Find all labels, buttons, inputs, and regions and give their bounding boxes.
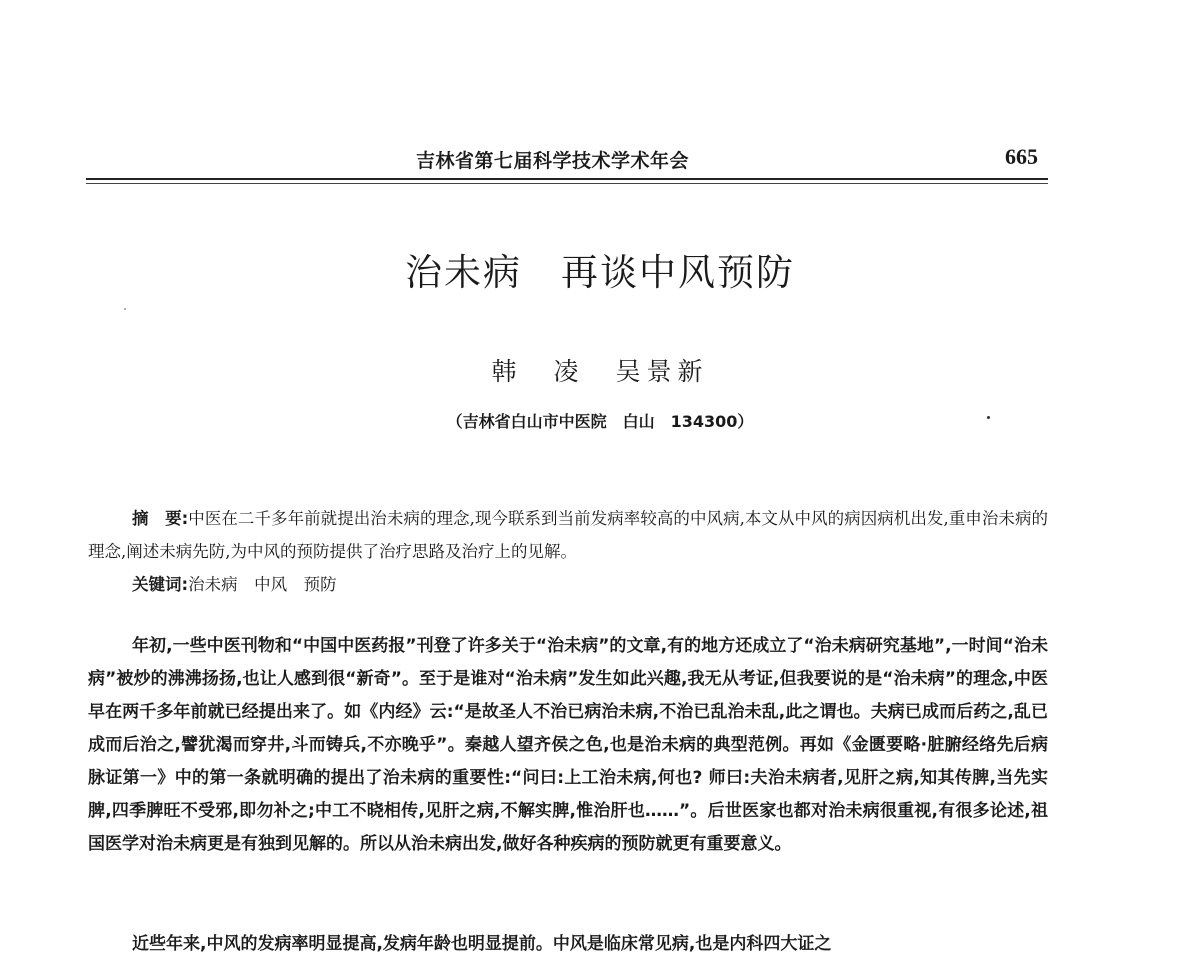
scan-speck bbox=[987, 416, 990, 419]
header-rule-thick bbox=[86, 178, 1048, 180]
keywords-text: 治未病 中风 预防 bbox=[188, 575, 337, 594]
abstract-text: 中医在二千多年前就提出治未病的理念,现今联系到当前发病率较高的中风病,本文从中风的病因病机出发,重申治未病的理念,阐述未病先防,为中风的预防提供了治疗思路及治疗上的见解。 bbox=[88, 509, 1048, 561]
journal-title: 吉林省第七届科学技术学术年会 bbox=[416, 150, 690, 172]
authors: 韩 凌 吴景新 bbox=[491, 357, 709, 386]
abstract-label: 摘 要: bbox=[132, 509, 189, 528]
header-rule-thin bbox=[86, 183, 1048, 184]
body-paragraph-1: 年初,一些中医刊物和“中国中医药报”刊登了许多关于“治未病”的文章,有的地方还成立了“治未病研究基地”,一时间“治未病”被炒的沸沸扬扬,也让人感到很“新奇”。至于是谁对“治未病”发生如此兴趣,我无从考证,但我要说的是“治未病”的理念,中医早在两千多年前就已经提出来了。如《内经》云:“是故圣人不治已病治未病,不治已乱治未乱,此之谓也。夫病已成而后药之,乱已成而后治之,譬犹渴而穿井,斗而铸兵,不亦晚乎”。秦越人望齐侯之色,也是治未病的典型范例。再如《金匮要略·脏腑经络先后病脉证第一》中的第一条就明确的提出了治未病的重要性:“问曰:上工治未病,何也? 师曰:夫治未病者,见肝之病,知其传脾,当先实脾,四季脾旺不受邪,即勿补之;中工不晓相传,见肝之病,不解实脾,惟治肝也……”。后世医家也都对治未病很重视,有很多论述,祖国医学对治未病更是有独到见解的。所以从治未病出发,做好各种疾病的预防就更有重要意义。 bbox=[88, 636, 1048, 854]
keywords bbox=[132, 568, 337, 601]
abstract bbox=[88, 502, 1048, 568]
body-paragraph-2: 近些年来,中风的发病率明显提高,发病年龄也明显提前。中风是临床常见病,也是内科四大证之 bbox=[132, 934, 832, 954]
running-head bbox=[86, 140, 1048, 180]
affiliation: （吉林省白山市中医院 白山 134300） bbox=[446, 412, 754, 431]
scan-speck bbox=[124, 308, 126, 310]
body-paragraph-2-clip bbox=[88, 928, 1048, 954]
page-number: 665 bbox=[1005, 144, 1038, 169]
article-title: 治未病 再谈中风预防 bbox=[405, 251, 795, 294]
keywords-label: 关键词: bbox=[132, 575, 189, 594]
